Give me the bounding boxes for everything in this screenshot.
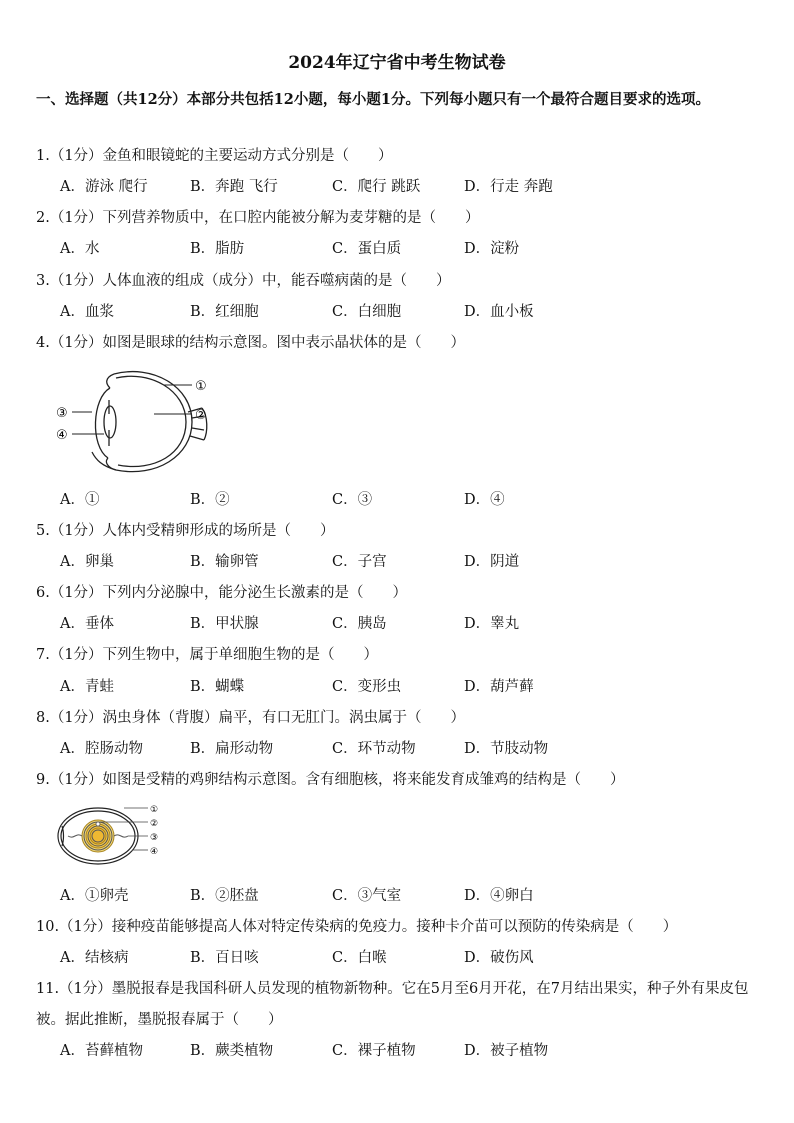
option-a: A．腔肠动物 [60, 741, 143, 757]
option-c: C．白细胞 [332, 304, 402, 320]
eye-diagram [52, 364, 222, 480]
question-3 [36, 266, 760, 297]
option-c: C．蛋白质 [332, 241, 402, 257]
option-a: A．结核病 [60, 950, 129, 966]
question-9 [36, 765, 760, 796]
option-b: B．输卵管 [190, 554, 259, 570]
option-d: D．血小板 [464, 304, 534, 320]
option-c: C．③气室 [332, 888, 402, 904]
option-c: C．胰岛 [332, 616, 387, 632]
question-text: 3.（1分）人体血液的组成（成分）中，能吞噬病菌的是（ ） [36, 273, 451, 289]
option-c: C．白喉 [332, 950, 387, 966]
option-d: D．行走 奔跑 [464, 179, 553, 195]
question-1 [36, 141, 760, 172]
option-d: D．破伤风 [464, 950, 534, 966]
option-b: B．奔跑 飞行 [190, 179, 278, 195]
option-d: D．被子植物 [464, 1043, 549, 1059]
option-b: B．红细胞 [190, 304, 259, 320]
question-5 [36, 516, 760, 547]
option-d: D．葫芦藓 [464, 679, 534, 695]
question-8 [36, 703, 760, 734]
option-d: D．阴道 [464, 554, 520, 570]
option-b: B．蝴蝶 [190, 679, 245, 695]
question-4 [36, 328, 760, 359]
egg-label-3: ③ [150, 833, 159, 843]
option-b: B．扁形动物 [190, 741, 274, 757]
question-text: 1.（1分）金鱼和眼镜蛇的主要运动方式分别是（ ） [36, 148, 393, 164]
option-d: D．睾丸 [464, 616, 520, 632]
egg-diagram [54, 800, 164, 870]
eye-label-1: ① [195, 379, 207, 394]
option-d: D．淀粉 [464, 241, 520, 257]
option-c: C．子宫 [332, 554, 387, 570]
option-d: D．④卵白 [464, 888, 534, 904]
question-text: 8.（1分）涡虫身体（背腹）扁平，有口无肛门。涡虫属于（ ） [36, 710, 466, 726]
option-c: C．环节动物 [332, 741, 416, 757]
option-b: B．百日咳 [190, 950, 259, 966]
option-a: A．血浆 [60, 304, 114, 320]
question-text: 6.（1分）下列内分泌腺中，能分泌生长激素的是（ ） [36, 585, 408, 601]
option-c: C．③ [332, 492, 373, 508]
option-d: D．节肢动物 [464, 741, 549, 757]
option-c: C．爬行 跳跃 [332, 179, 421, 195]
question-text: 4.（1分）如图是眼球的结构示意图。图中表示晶状体的是（ ） [36, 335, 466, 351]
question-text: 9.（1分）如图是受精的鸡卵结构示意图。含有细胞核，将来能发育成雏鸡的结构是（ ） [36, 772, 625, 788]
option-d: D．④ [464, 492, 505, 508]
question-10 [36, 912, 760, 943]
egg-label-2: ② [150, 819, 159, 829]
eye-label-3: ③ [56, 406, 68, 421]
option-a: A．①卵壳 [60, 888, 129, 904]
option-b: B．脂肪 [190, 241, 245, 257]
question-text: 10.（1分）接种疫苗能够提高人体对特定传染病的免疫力。接种卡介苗可以预防的传染病是（ ） [36, 919, 678, 935]
option-a: A．① [60, 492, 100, 508]
question-text: 2.（1分）下列营养物质中，在口腔内能被分解为麦芽糖的是（ ） [36, 210, 480, 226]
eye-label-2: ② [195, 408, 207, 423]
eye-label-4: ④ [56, 428, 68, 443]
question-11 [36, 974, 760, 1036]
egg-label-1: ① [150, 805, 159, 815]
section-heading: 一、选择题（共12分）本部分共包括12小题，每小题1分。下列每小题只有一个最符合题目要求的选项。 [36, 91, 710, 108]
question-6 [36, 578, 760, 609]
option-b: B．蕨类植物 [190, 1043, 274, 1059]
option-c: C．变形虫 [332, 679, 402, 695]
question-text: 5.（1分）人体内受精卵形成的场所是（ ） [36, 523, 335, 539]
question-7 [36, 640, 760, 671]
question-2 [36, 203, 760, 234]
option-b: B．甲状腺 [190, 616, 259, 632]
option-c: C．裸子植物 [332, 1043, 416, 1059]
option-b: B．② [190, 492, 230, 508]
option-a: A．游泳 爬行 [60, 179, 148, 195]
question-text: 7.（1分）下列生物中，属于单细胞生物的是（ ） [36, 647, 379, 663]
question-text: 11.（1分）墨脱报春是我国科研人员发现的植物新物种。它在5月至6月开花，在7月结出果实，种子外有果皮包被。据此推断，墨脱报春属于（ ） [36, 981, 749, 1028]
option-a: A．水 [60, 241, 100, 257]
option-a: A．垂体 [60, 616, 114, 632]
egg-label-4: ④ [150, 847, 159, 857]
option-a: A．青蛙 [60, 679, 114, 695]
option-a: A．苔藓植物 [60, 1043, 143, 1059]
option-b: B．②胚盘 [190, 888, 259, 904]
page-title: 2024年辽宁省中考生物试卷 [288, 53, 506, 73]
option-a: A．卵巢 [60, 554, 114, 570]
